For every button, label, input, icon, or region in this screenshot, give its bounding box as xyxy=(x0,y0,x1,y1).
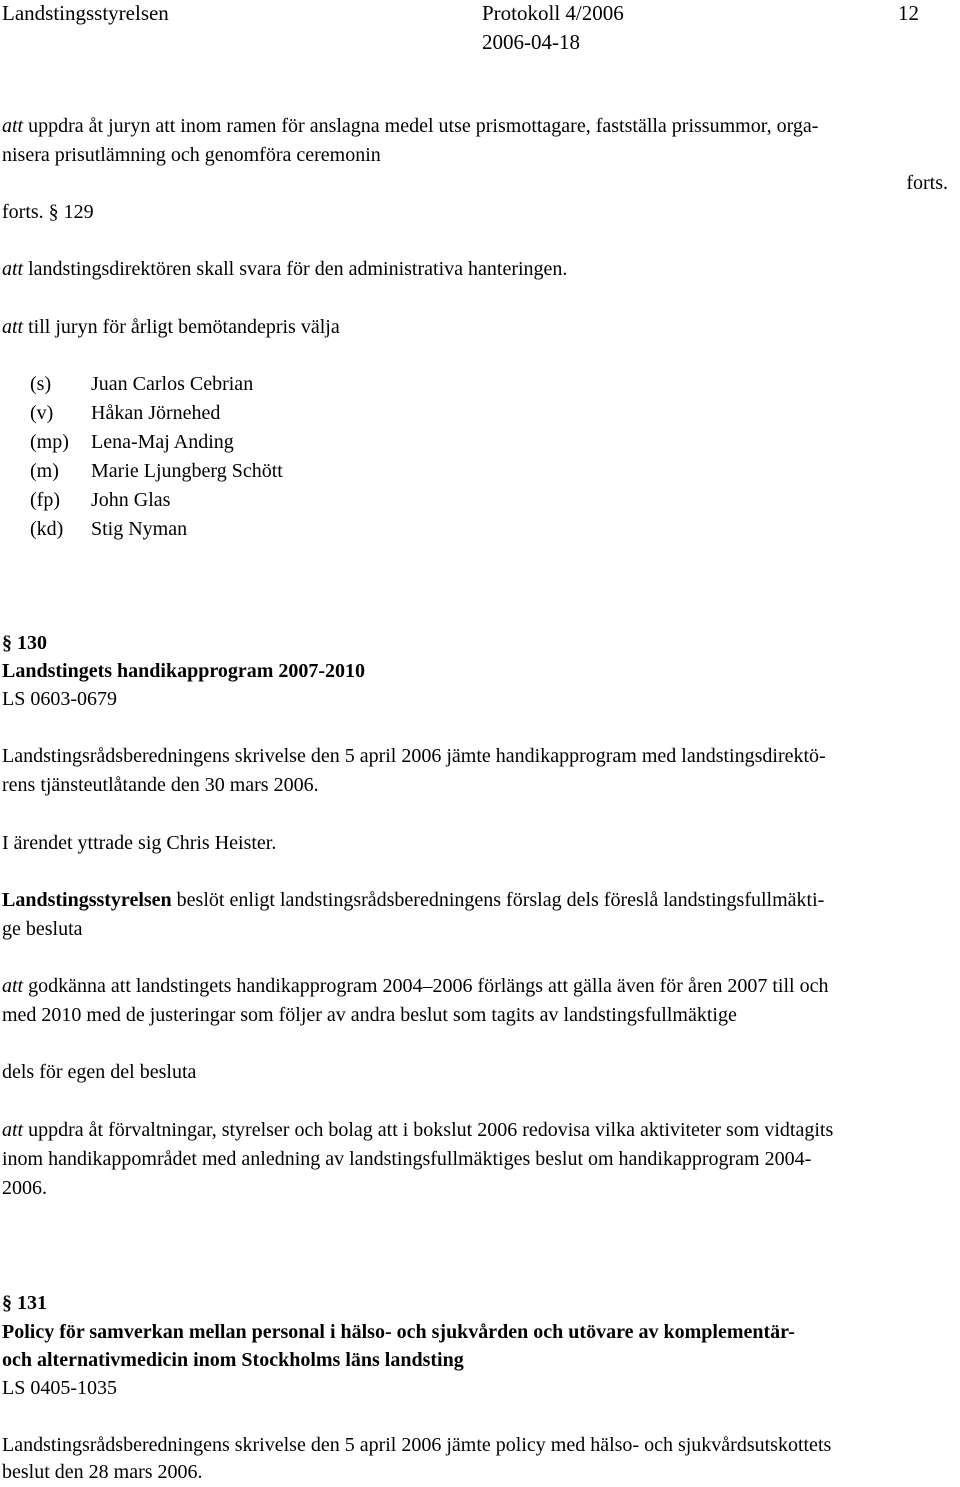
section-131-title-line2: och alternativmedicin inom Stockholms läns landsting xyxy=(2,1349,464,1371)
jury-member: (fp) John Glas xyxy=(30,489,171,511)
jury-member: (kd) Stig Nyman xyxy=(30,518,188,540)
section-130-intro-line1: Landstingsrådsberedningens skrivelse den 5 april 2006 jämte handikapprogram med landstingsdirektö- xyxy=(2,745,826,767)
jury-att-clause: att till juryn för årligt bemötandepris välja xyxy=(2,316,340,338)
section-131-title-line1: Policy för samverkan mellan personal i hälso- och sjukvården och utövare av komplementär- xyxy=(2,1321,795,1343)
jury-member-list xyxy=(0,370,600,544)
section-130-intro-line2: rens tjänsteutlåtande den 30 mars 2006. xyxy=(2,774,319,796)
header-date: 2006-04-18 xyxy=(482,30,580,54)
continued-att-line2: nisera prisutlämning och genomföra ceremonin xyxy=(2,144,381,166)
jury-member: (mp) Lena-Maj Anding xyxy=(30,431,234,453)
section-130-decision-line1: Landstingsstyrelsen beslöt enligt landstingsrådsberedningens förslag dels föreslå landstingsfullmäkti- xyxy=(2,889,825,911)
section-130-number: § 130 xyxy=(2,632,47,654)
section-130-att-approve-line1: att godkänna att landstingets handikapprogram 2004–2006 förlängs att gälla även för åren 2007 till och xyxy=(2,975,829,997)
section-131-number: § 131 xyxy=(2,1292,47,1314)
section-130-att-approve-line2: med 2010 med de justeringar som följer av andra beslut som tagits av landstingsfullmäktige xyxy=(2,1004,737,1026)
section-130-own-part: dels för egen del besluta xyxy=(2,1061,197,1083)
forts-section-label: forts. § 129 xyxy=(2,201,94,223)
header-organization: Landstingsstyrelsen xyxy=(2,1,169,25)
section-130-att-assign-line2: inom handikappområdet med anledning av landstingsfullmäktiges beslut om handikapprogram 2004- xyxy=(2,1148,812,1170)
jury-member: (m) Marie Ljungberg Schött xyxy=(30,460,283,482)
section-130-speaker: I ärendet yttrade sig Chris Heister. xyxy=(2,832,277,854)
continued-att-line1: att uppdra åt juryn att inom ramen för anslagna medel utse prismottagare, fastställa prissummor, orga- xyxy=(2,115,819,137)
section-130-att-assign-line3: 2006. xyxy=(2,1177,47,1199)
header-protocol: Protokoll 4/2006 xyxy=(482,1,624,25)
section-131-intro-line2: beslut den 28 mars 2006. xyxy=(2,1461,203,1483)
section-130-title: Landstingets handikapprogram 2007-2010 xyxy=(2,660,366,682)
section-130-ref: LS 0603-0679 xyxy=(2,688,117,710)
header-page-number: 12 xyxy=(898,1,919,25)
section-131-intro-line1: Landstingsrådsberedningens skrivelse den 5 april 2006 jämte policy med hälso- och sjukvårdsutskottets xyxy=(2,1434,832,1456)
section-130-decision-line2: ge besluta xyxy=(2,918,83,940)
forts-marker-right: forts. xyxy=(906,172,948,194)
jury-member: (v) Håkan Jörnehed xyxy=(30,402,221,424)
jury-member: (s) Juan Carlos Cebrian xyxy=(30,373,254,395)
section-130-att-assign-line1: att uppdra åt förvaltningar, styrelser och bolag att i bokslut 2006 redovisa vilka aktiviteter som vidtagits xyxy=(2,1119,834,1141)
section-131-ref: LS 0405-1035 xyxy=(2,1377,117,1399)
admin-att-clause: att landstingsdirektören skall svara för den administrativa hanteringen. xyxy=(2,258,568,280)
